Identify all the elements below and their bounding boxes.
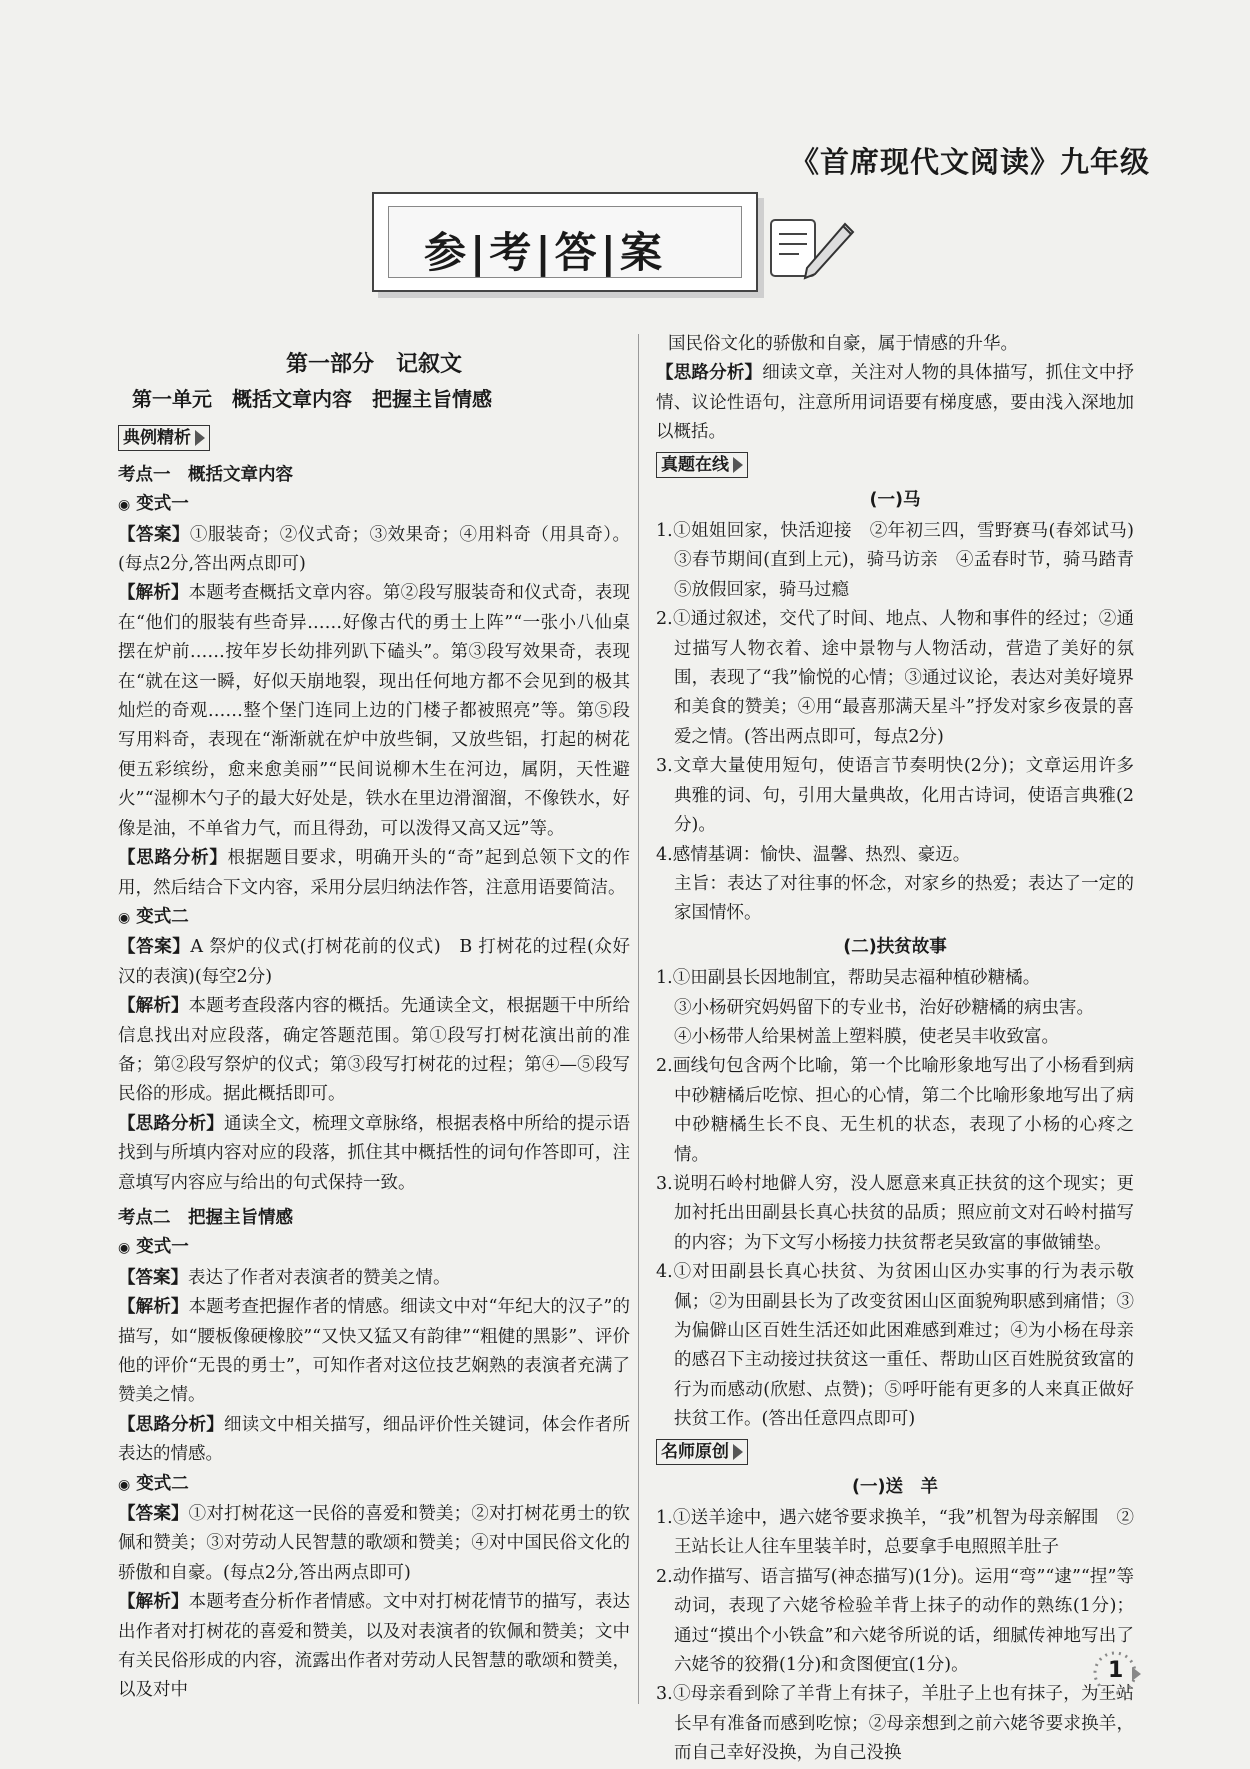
section-tag-label: 名师原创 bbox=[661, 1441, 729, 1462]
variant-label: 变式一 bbox=[136, 1237, 189, 1258]
thinking-text: 根据题目要求，明确开头的“奇”起到总领下文的作用，然后结合下文内容，采用分层归纳法作答，注意用语要简洁。 bbox=[118, 848, 630, 898]
variant-label: 变式二 bbox=[136, 906, 189, 927]
question-subitem: 主旨：表达了对往事的怀念，对家乡的热爱；表达了一定的家国情怀。 bbox=[674, 873, 1134, 924]
variant-title bbox=[118, 1233, 630, 1263]
thinking-block bbox=[118, 1411, 630, 1470]
question-item: 3.文章大量使用短句，使语言节奏明快(2分)；文章运用许多典雅的词、句，引用大量典故，化用古诗词，使语言典雅(2分)。 bbox=[656, 756, 1134, 836]
analysis-block bbox=[118, 1588, 630, 1706]
book-title: 《首席现代文阅读》九年级 bbox=[789, 145, 1150, 179]
variant-title bbox=[118, 490, 630, 520]
answer-text: 表达了作者对表演者的赞美之情。 bbox=[188, 1267, 451, 1288]
banner-frame bbox=[372, 192, 758, 292]
question-item: 3.①母亲看到除了羊背上有抹子，羊肚子上也有抹子，为王站长早有准备而感到吃惊；②母亲想到之前六姥爷要求换羊，而自己幸好没换，为自己没换 bbox=[656, 1684, 1134, 1764]
story-title: (一)送 羊 bbox=[852, 1476, 938, 1497]
variant-title bbox=[118, 1470, 630, 1500]
story-title: (二)扶贫故事 bbox=[843, 936, 947, 957]
question-item: 1.①姐姐回家，快活迎接 ②年初三四，雪野赛马(春郊试马) ③春节期间(直到上元)，骑马访亲 ④孟春时节，骑马踏青 ⑤放假回家，骑马过瘾 bbox=[656, 521, 1152, 600]
thinking-text: 细读文中相关描写，细品评价性关键词，体会作者所表达的情感。 bbox=[118, 1414, 631, 1465]
page-arrow-icon bbox=[1132, 1667, 1141, 1681]
thinking-text: 细读文章，关注对人物的具体描写，抓住文中抒情、议论性语句，注意所用词语要有梯度感，要由浅入深地加以概括。 bbox=[656, 363, 1135, 443]
continued-text: 国民俗文化的骄傲和自豪，属于情感的升华。 bbox=[668, 334, 1018, 354]
question-item: 3.说明石岭村地僻人穷，没人愿意来真正扶贫的这个现实；更加衬托出田副县长真心扶贫的品质；照应前文对石岭村描写的内容；为下文写小杨接力扶贫帮老吴致富的事做铺垫。 bbox=[656, 1173, 1134, 1253]
answer-banner bbox=[372, 192, 782, 288]
section-tag-real-exam bbox=[656, 452, 748, 478]
answer-block bbox=[118, 933, 630, 992]
analysis-block bbox=[118, 992, 630, 1110]
thinking-block bbox=[118, 1110, 630, 1198]
answer-text: ①对打树花这一民俗的喜爱和赞美；②对打树花勇士的钦佩和赞美；③对劳动人民智慧的歌颂和赞美；④对中国民俗文化的骄傲和自豪。(每点2分,答出两点即可) bbox=[118, 1504, 631, 1583]
answer-text: A 祭炉的仪式(打树花前的仪式) B 打树花的过程(众好汉的表演)(每空2分) bbox=[118, 937, 631, 987]
thinking-label: 【思路分析】 bbox=[118, 1113, 224, 1134]
thinking-block bbox=[118, 844, 630, 903]
question-subitem: ③小杨研究妈妈留下的专业书，治好砂糖橘的病虫害。 bbox=[674, 997, 1094, 1018]
analysis-label: 【解析】 bbox=[118, 583, 189, 604]
section-tag-label: 典例精析 bbox=[123, 427, 191, 448]
analysis-block bbox=[118, 1293, 630, 1411]
target-bullet-icon: ◉ bbox=[118, 1476, 131, 1493]
analysis-text: 本题考查段落内容的概括。先通读全文，根据题干中所给信息找出对应段落，确定答题范围。第①段写打树花演出前的准备；第②段写祭炉的仪式；第③段写打树花的过程；第④—⑤段写民俗的形成。据此概括即可。 bbox=[118, 996, 631, 1105]
section-tag-original bbox=[656, 1439, 748, 1465]
question-item: 2.画线句包含两个比喻，第一个比喻形象地写出了小杨看到病中砂糖橘后吃惊、担心的心情，第二个比喻形象地写出了病中砂糖橘生长不良、无生机的状态，表现了小杨的心疼之情。 bbox=[656, 1056, 1134, 1165]
analysis-label: 【解析】 bbox=[118, 1592, 189, 1613]
answer-label: 【答案】 bbox=[118, 1267, 188, 1288]
kaodian-2-title: 考点二 把握主旨情感 bbox=[118, 1207, 293, 1228]
question-subitem: ④小杨带人给果树盖上塑料膜，使老吴丰收致富。 bbox=[674, 1026, 1059, 1047]
target-bullet-icon: ◉ bbox=[118, 1240, 131, 1257]
thinking-label: 【思路分析】 bbox=[656, 363, 763, 384]
kaodian-1-title: 考点一 概括文章内容 bbox=[118, 464, 293, 485]
question-item: 2.①通过叙述，交代了时间、地点、人物和事件的经过；②通过描写人物衣着、途中景物与人物活动，营造了美好的氛围，表现了“我”愉悦的心情；③通过议论，表达对美好境界和美食的赞美；④用“最喜那满天星斗”抒发对家乡夜景的喜爱之情。(答出两点即可，每点2分) bbox=[656, 609, 1134, 747]
play-arrow-icon bbox=[733, 1444, 743, 1460]
target-bullet-icon: ◉ bbox=[118, 497, 131, 514]
analysis-label: 【解析】 bbox=[118, 1297, 189, 1318]
answer-block bbox=[118, 521, 630, 580]
thinking-label: 【思路分析】 bbox=[118, 848, 228, 869]
answer-block bbox=[118, 1264, 630, 1293]
answer-label: 【答案】 bbox=[118, 524, 190, 545]
column-divider bbox=[638, 334, 639, 1704]
play-arrow-icon bbox=[733, 457, 743, 473]
question-item: 4.感情基调：愉快、温馨、热烈、豪迈。 bbox=[656, 844, 971, 865]
answer-label: 【答案】 bbox=[118, 937, 191, 958]
notepad-pen-icon bbox=[767, 210, 857, 290]
question-item: 1.①田副县长因地制宜，帮助吴志福种植砂糖橘。 bbox=[656, 968, 1041, 989]
analysis-block bbox=[118, 579, 630, 844]
variant-label: 变式一 bbox=[136, 494, 189, 515]
part-title: 第一部分 记叙文 bbox=[285, 352, 462, 377]
analysis-label: 【解析】 bbox=[118, 996, 189, 1017]
page-number: 1 bbox=[1108, 1658, 1124, 1683]
analysis-text: 本题考查概括文章内容。第②段写服装奇和仪式奇，表现在“他们的服装有些奇异……好像古代的勇士上阵”“一张小八仙桌摆在炉前……按年岁长幼排列趴下磕头”。第③段写效果奇，表现在“就在这一瞬，好似天崩地裂，现出任何地方都不会见到的极其灿烂的奇观……整个堡门连同上边的门楼子都被照亮”等。第⑤段写用料奇，表现在“渐渐就在炉中放些铜，又放些铝，打起的树花便五彩缤纷，愈来愈美丽”“民间说柳木生在河边，属阴，天性避火”“湿柳木勺子的最大好处是，铁水在里边滑溜溜，不像铁水，好像是油，不单省力气，而且得劲，可以泼得又高又远”等。 bbox=[118, 583, 631, 839]
unit-title: 第一单元 概括文章内容 把握主旨情感 bbox=[132, 387, 492, 412]
section-tag-label: 真题在线 bbox=[661, 454, 729, 475]
story-title: (一)马 bbox=[869, 489, 921, 510]
target-bullet-icon: ◉ bbox=[118, 909, 131, 926]
thinking-label: 【思路分析】 bbox=[118, 1414, 224, 1435]
section-tag-examples bbox=[118, 425, 210, 451]
variant-label: 变式二 bbox=[136, 1473, 189, 1494]
analysis-text: 本题考查把握作者的情感。细读文中对“年纪大的汉子”的描写，如“腰板像硬橡胶”“又快又猛又有韵律”“粗健的黑影”、评价他的评价“无畏的勇士”，可知作者对这位技艺娴熟的表演者充满了赞美之情。 bbox=[118, 1297, 630, 1406]
variant-title bbox=[118, 903, 630, 933]
answer-text: ①服装奇；②仪式奇；③效果奇；④用料奇（用具奇）。(每点2分,答出两点即可) bbox=[118, 524, 631, 575]
right-column bbox=[656, 330, 1152, 1769]
play-arrow-icon bbox=[195, 430, 205, 446]
page-number-badge bbox=[1090, 1648, 1140, 1698]
answer-block bbox=[118, 1500, 630, 1588]
thinking-block bbox=[656, 359, 1134, 447]
analysis-text: 本题考查分析作者情感。文中对打树花情节的描写，表达出作者对打树花的喜爱和赞美，以及对表演者的钦佩和赞美；文中有关民俗形成的内容，流露出作者对劳动人民智慧的歌颂和赞美，以及对中 bbox=[118, 1592, 631, 1701]
answer-label: 【答案】 bbox=[118, 1504, 189, 1525]
question-item: 2.动作描写、语言描写(神态描写)(1分)。运用“弯”“逮”“捏”等动词，表现了六姥爷检验羊背上抹子的动作的熟练(1分)；通过“摸出个小铁盒”和六姥爷所说的话，细腻传神地写出了六姥爷的狡猾(1分)和贪图便宜(1分)。 bbox=[656, 1566, 1134, 1676]
thinking-text: 通读全文，梳理文章脉络，根据表格中所给的提示语找到与所填内容对应的段落，抓住其中概括性的词句作答即可，注意填写内容应与给出的句式保持一致。 bbox=[118, 1113, 631, 1193]
banner-title: 参|考|答|案 bbox=[424, 228, 667, 277]
question-item: 1.①送羊途中，遇六姥爷要求换羊，“我”机智为母亲解围 ②王站长让人往车里装羊时，总要拿手电照照羊肚子 bbox=[656, 1508, 1134, 1558]
left-column bbox=[118, 340, 630, 1706]
question-item: 4.①对田副县长真心扶贫、为贫困山区办实事的行为表示敬佩；②为田副县长为了改变贫困山区面貌殉职感到痛惜；③为偏僻山区百姓生活还如此困难感到难过；④为小杨在母亲的感召下主动接过扶贫这一重任、帮助山区百姓脱贫致富的行为而感动(欣慰、点赞)；⑤呼吁能有更多的人来真正做好扶贫工作。(答出任意四点即可) bbox=[656, 1262, 1134, 1430]
